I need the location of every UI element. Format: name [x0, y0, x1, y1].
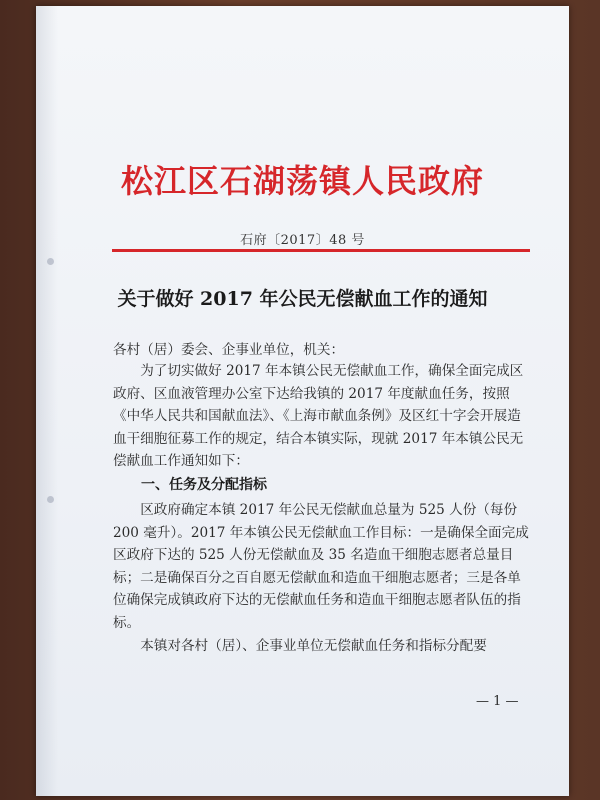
document-title: 关于做好 2017 年公民无偿献血工作的通知	[117, 288, 488, 310]
paragraph-allocation: 本镇对各村（居）、企事业单位无偿献血任务和指标分配要	[140, 638, 487, 654]
paper-edge-shadow	[36, 6, 58, 796]
paragraph-targets: 区政府确定本镇 2017 年公民无偿献血总量为 525 人份（每份 200 毫升）。2017 年本镇公民无偿献血工作目标：一是确保全面完成区政府下达的 525 人份无偿献血及 35 名造血干细胞志愿者总量目标；二是确保百分之百自愿无偿献血和造血干细胞志愿者；三是各单位确保完成镇政府下达的无偿献血任务和造血干细胞志愿者队伍的指标。	[113, 502, 529, 631]
paragraph-intro: 为了切实做好 2017 年本镇公民无偿献血工作，确保全面完成区政府、区血液管理办公室下达给我镇的 2017 年度献血任务，按照《中华人民共和国献血法》、《上海市献血条例》及区红十字会开展造血干细胞征募工作的规定，结合本镇实际，现就 2017 年本镇公民无偿献血工作通知如下：	[113, 363, 524, 470]
document-page	[36, 6, 569, 796]
red-separator-line	[112, 249, 530, 252]
binding-hole	[47, 258, 54, 265]
issuer-header: 松江区石湖荡镇人民政府	[120, 162, 484, 200]
section-heading: 一、任务及分配指标	[141, 477, 267, 493]
document-number: 石府〔2017〕48 号	[240, 233, 365, 248]
salutation: 各村（居）委会、企事业单位，机关：	[113, 342, 345, 358]
binding-hole	[47, 496, 54, 503]
page-number: — 1 —	[476, 694, 519, 709]
